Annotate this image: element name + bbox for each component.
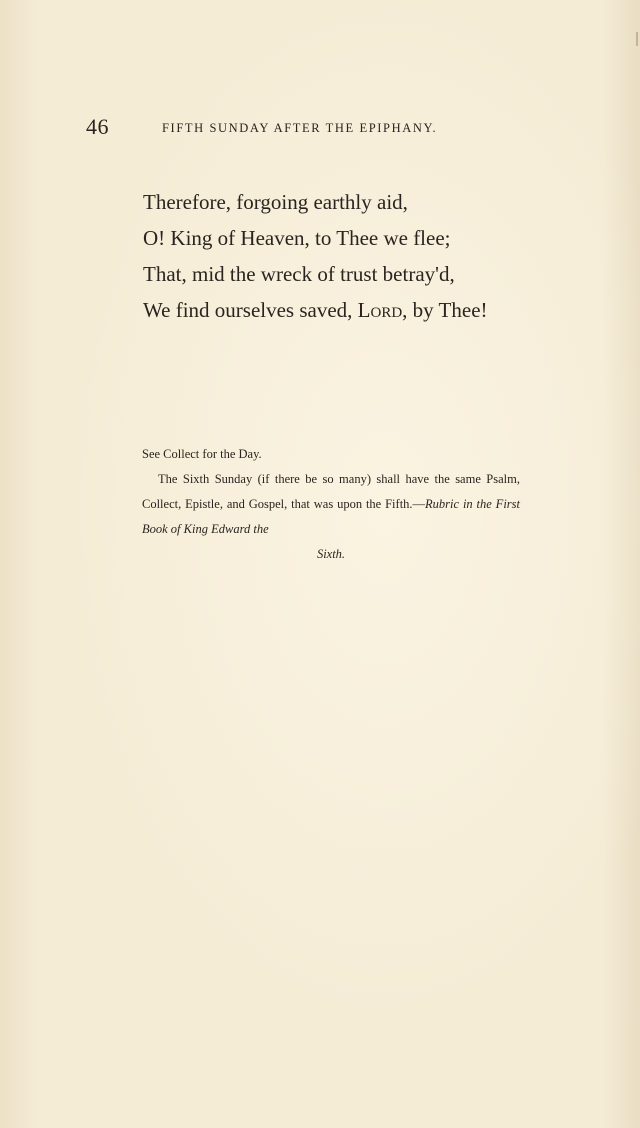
- verse-stanza: [143, 184, 563, 328]
- verse-line-4: [143, 292, 563, 328]
- verse-line-4-lord: Lord: [357, 298, 403, 322]
- running-head: FIFTH SUNDAY AFTER THE EPIPHANY.: [162, 121, 438, 135]
- page-number: 46: [86, 114, 109, 139]
- rubric-source: Rubric in the First Book of King Edward the: [142, 497, 520, 536]
- rubric-text: The Sixth Sunday (if there be so many) shall have the same Psalm, Collect, Epistle, and Gospel, that was upon the Fifth.—: [142, 472, 520, 511]
- verse-line-4-end: , by Thee!: [402, 298, 488, 322]
- rubric-note: [142, 467, 520, 567]
- rubric-source-end: Sixth.: [316, 547, 346, 561]
- verse-line-4-start: We find ourselves saved,: [143, 298, 358, 322]
- page-header: [0, 114, 640, 144]
- verse-line-2: O! King of Heaven, to Thee we flee;: [143, 226, 451, 250]
- collect-note: See Collect for the Day.: [142, 447, 262, 461]
- verse-line-3: That, mid the wreck of trust betray'd,: [143, 262, 455, 286]
- verse-line-1: Therefore, forgoing earthly aid,: [143, 190, 408, 214]
- page-edge-mark: [636, 32, 638, 46]
- footnotes: [142, 442, 520, 567]
